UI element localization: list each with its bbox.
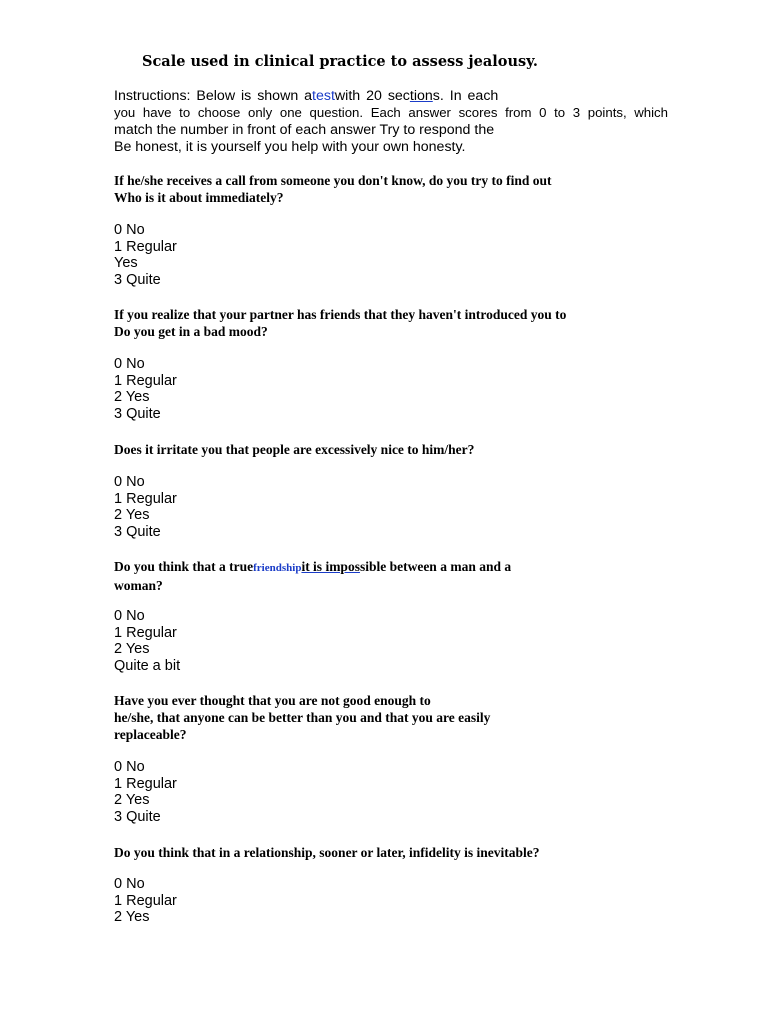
answer-option: 0 No xyxy=(114,876,145,892)
question-text: If he/she receives a call from someone you don't know, do you try to find out xyxy=(114,173,552,188)
answer-option: Yes xyxy=(114,255,138,272)
answer-option: 0 No xyxy=(114,222,145,238)
answer-option: 0 No xyxy=(114,474,145,490)
question-text: Does it irritate you that people are excessively nice to him/her? xyxy=(114,442,475,457)
answer-option: 1 Regular xyxy=(114,624,177,641)
answer-option: 3 Quite xyxy=(114,809,161,826)
answer-option: 1 Regular xyxy=(114,372,177,389)
answer-option: 1 Regular xyxy=(114,892,177,909)
answer-option: 2 Yes xyxy=(114,909,150,926)
answer-option: 1 Regular xyxy=(114,490,177,507)
question-1 xyxy=(114,172,552,206)
answer-options-5 xyxy=(114,759,177,826)
question-3 xyxy=(114,441,474,458)
underlined-text: tion xyxy=(409,88,433,104)
question-text: If you realize that your partner has friends that they haven't introduced you to xyxy=(114,307,567,322)
answer-option: 3 Quite xyxy=(114,272,161,289)
answer-option: 0 No xyxy=(114,356,145,372)
question-text: Do you get in a bad mood? xyxy=(114,324,268,339)
answer-option: Quite a bit xyxy=(114,658,181,675)
test-link[interactable]: test xyxy=(312,88,335,104)
question-text: Who is it about immediately? xyxy=(114,190,284,205)
answer-options-1 xyxy=(114,222,177,289)
instructions-text: Instructions: Below is shown a xyxy=(114,88,313,104)
answer-option: 0 No xyxy=(114,759,145,775)
instructions-line-2: you have to choose only one question. Each answer scores from 0 to 3 points, which xyxy=(114,105,668,120)
question-4 xyxy=(114,558,511,594)
instructions-line-3: match the number in front of each answer Try to respond the xyxy=(114,122,495,138)
page-title: Scale used in clinical practice to assess jealousy. xyxy=(142,53,538,70)
instructions-text: with 20 sec xyxy=(334,88,410,104)
answer-option: 2 Yes xyxy=(114,641,150,658)
instructions-text: s. In each xyxy=(432,88,499,104)
question-text: replaceable? xyxy=(114,727,187,742)
question-text-part: Do you think that a true xyxy=(114,559,254,574)
question-text: Have you ever thought that you are not good enough to xyxy=(114,693,431,708)
friendship-link[interactable]: friendship xyxy=(253,562,302,574)
answer-options-3 xyxy=(114,474,177,541)
answer-options-4 xyxy=(114,608,180,675)
answer-option: 2 Yes xyxy=(114,792,150,809)
underlined-text: it is impos xyxy=(301,559,360,574)
question-5 xyxy=(114,692,490,743)
answer-option: 1 Regular xyxy=(114,775,177,792)
instructions-line-4: Be honest, it is yourself you help with your own honesty. xyxy=(114,139,466,155)
instructions-line-1 xyxy=(114,88,668,104)
question-text-part: sible between a man and a xyxy=(359,559,512,574)
question-text: woman? xyxy=(114,578,163,593)
question-text: Do you think that in a relationship, sooner or later, infidelity is inevitable? xyxy=(114,845,540,860)
question-2 xyxy=(114,306,566,340)
answer-option: 3 Quite xyxy=(114,406,161,423)
answer-option: 3 Quite xyxy=(114,524,161,541)
answer-option: 2 Yes xyxy=(114,389,150,406)
answer-options-6 xyxy=(114,876,177,926)
answer-options-2 xyxy=(114,356,177,423)
answer-option: 2 Yes xyxy=(114,507,150,524)
question-6 xyxy=(114,844,540,861)
question-text: he/she, that anyone can be better than you and that you are easily xyxy=(114,710,491,725)
question-text xyxy=(114,558,511,577)
answer-option: 0 No xyxy=(114,608,145,624)
answer-option: 1 Regular xyxy=(114,238,177,255)
